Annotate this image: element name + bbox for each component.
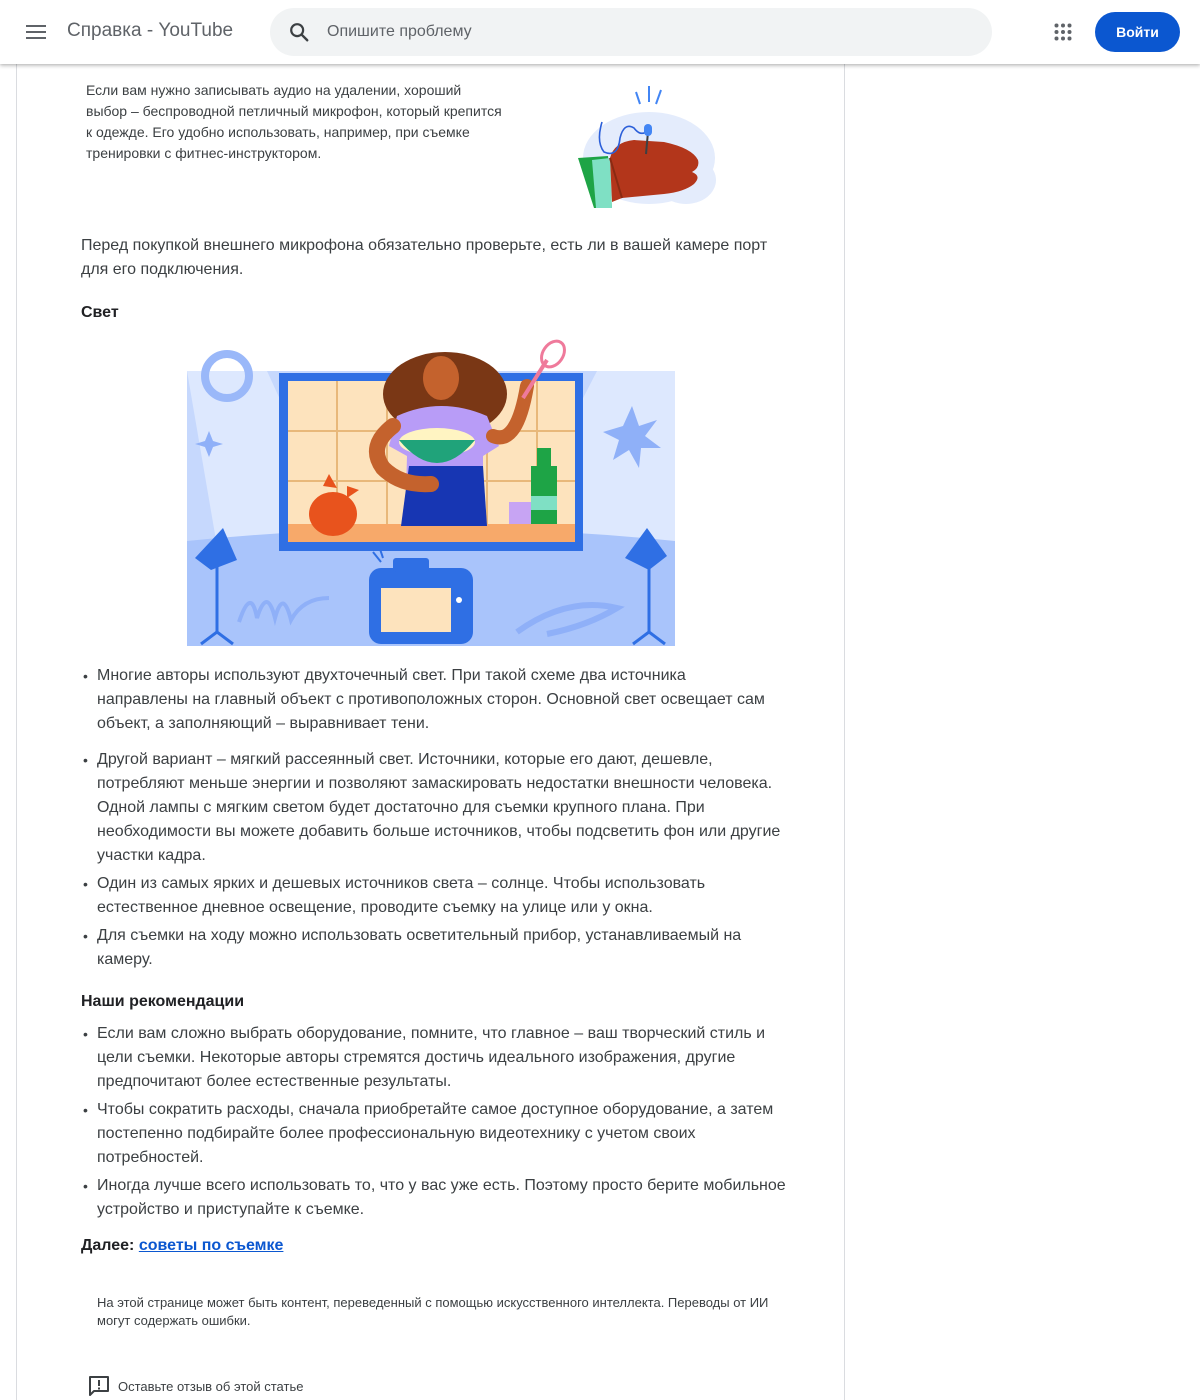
lavalier-microphone-illustration [574,82,720,222]
next-article-link[interactable]: советы по съемке [138,1237,284,1254]
google-apps-button[interactable] [1043,12,1083,52]
lighting-tips-list [81,664,781,972]
list-item: • Для съемки на ходу можно использовать осветительный прибор, устанавливаемый на камеру. [81,924,781,972]
main-menu-button[interactable] [16,12,56,52]
light-heading: Свет [81,304,119,321]
mic-port-note: Перед покупкой внешнего микрофона обязательно проверьте, есть ли в вашей камере порт для его подключения. [81,237,768,278]
list-item: • Иногда лучше всего использовать то, что у вас уже есть. Поэтому просто берите мобильное устройство и приступайте к съемке. [81,1174,786,1222]
recommendations-heading: Наши рекомендации [81,993,245,1010]
ai-translation-note: На этой странице может быть контент, переведенный с помощью искусственного интеллекта. Переводы от ИИ могут содержать ошибки. [97,1295,769,1328]
list-item: • Если вам сложно выбрать оборудование, помните, что главное – ваш творческий стиль и цели съемки. Некоторые авторы стремятся достичь идеального изображения, другие предпочитают более естественные результаты. [81,1022,786,1094]
feedback-label: Оставьте отзыв об этой статье [118,1378,304,1394]
article-feedback-button[interactable] [88,1375,303,1397]
feedback-icon [88,1375,110,1397]
menu-icon [25,24,47,40]
lavalier-mic-text: Если вам нужно записывать аудио на удалении, хороший выбор – беспроводной петличный микрофон, который крепится к одежде. Его удобно использовать, например, при съемке тренировки с фитнес-инструктором. [86,82,502,161]
search-input[interactable] [327,23,927,41]
list-item: • Многие авторы используют двухточечный свет. При такой схеме два источника направлены на главный объект с противоположных сторон. Основной свет освещает сам объект, а заполняющий – выравнивает тени. [81,664,781,736]
next-label: Далее: [81,1237,135,1254]
list-item: • Чтобы сократить расходы, сначала приобретайте самое доступное оборудование, а затем постепенно подбирайте более профессиональную видеотехнику с учетом своих потребностей. [81,1098,786,1170]
sign-in-button[interactable]: Войти [1095,12,1180,52]
help-center-title[interactable]: Справка - YouTube [67,20,234,41]
list-item: • Один из самых ярких и дешевых источников света – солнце. Чтобы использовать естественное дневное освещение, проводите съемку на улице или у окна. [81,872,781,920]
search-button[interactable] [271,8,327,56]
search-icon [288,21,310,43]
lighting-setup-illustration [187,336,675,646]
next-article-line [81,1234,283,1258]
list-item: • Другой вариант – мягкий рассеянный свет. Источники, которые его дают, дешевле, потребляют меньше энергии и позволяют замаскировать недостатки внешности человека. Одной лампы с мягким светом будет достаточно для съемки крупного плана. При необходимости вы можете добавить больше источников, чтобы подсветить фон или другие участки кадра. [81,748,781,868]
search-bar[interactable] [270,8,992,56]
recommendations-list [81,1022,786,1222]
top-app-bar [0,0,1200,64]
apps-icon [1054,23,1072,41]
